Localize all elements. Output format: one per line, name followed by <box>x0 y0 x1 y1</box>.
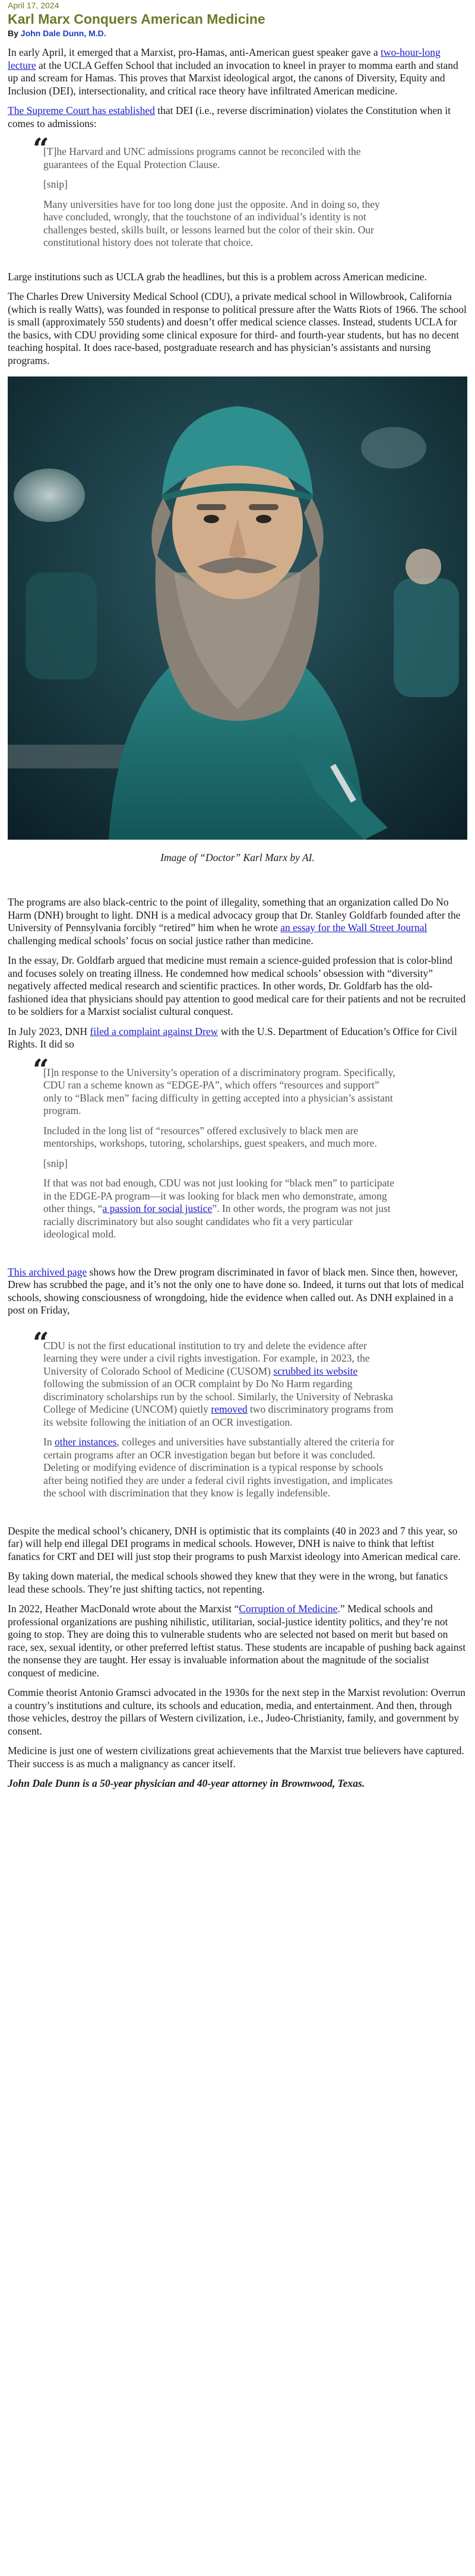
article-figure <box>8 376 467 864</box>
paragraph-6: In the essay, Dr. Goldfarb argued that medicine must remain a science-guided profession that is color-blind and focuses solely on treating illness. He condemned how medical schools’ obsession with “diversity” negatively affected medical research and scientific practices. In other words, Dr. Goldfarb has the old-fashioned idea that physicians should pay attention to good medical care for their patients and not be recruited to be soldiers for a Marxist socialist cultural conquest. <box>8 954 466 1017</box>
text: challenging medical schools’ focus on social justice rather than medicine. <box>8 934 314 947</box>
post-title[interactable]: Karl Marx Conquers American Medicine <box>8 11 265 27</box>
text: The programs are also black-centric to the point of illegality, something that an organization called Do No Harm (DNH) brought to light. DNH is a medical advocacy group that Dr. Stanley Goldfarb founded after the University of Pennsylvania forcibly “retired” him when he wrote <box>8 896 461 933</box>
text: .” Medical schools and professional organizations are pushing nihilistic, utilitarian, social-justice identity politics, and they’re not going to stop. They are doing this to vulnerable students who are selected not based on merit but based on race, sex, sexual identity, or other preferred leftist status. These students are incapable of pushing back against the nonsense they are taught. Her essay is invaluable information about the magnitude of the socialist conquest of medicine. <box>8 1603 466 1679</box>
author-bio: John Dale Dunn is a 50-year physician and 40-year attorney in Brownwood, Texas. <box>8 1777 365 1789</box>
post-date: April 17, 2024 <box>8 1 59 10</box>
paragraph-4: The Charles Drew University Medical School (CDU), a private medical school in Willowbrook, California (which is really Watts), was founded in response to political pressure after the Watts Riots of 1966. The school is small (approximately 550 students) and doesn’t offer medical science classes. Instead, students UCLA for the basics, with CDU providing some clinical exposure for third- and fourth-year students, but has no decent teaching hospital. It does race-based, postgraduate research and has physician’s assistants and nursing programs. <box>8 290 467 366</box>
image-caption: Image of “Doctor” Karl Marx by AI. <box>160 852 315 863</box>
paragraph-2 <box>8 105 467 130</box>
complaint-link[interactable]: filed a complaint against Drew <box>90 1025 218 1037</box>
blockquote-2 <box>8 1053 467 1253</box>
text: In early April, it emerged that a Marxist, pro-Hamas, anti-American guest speaker gave a <box>8 46 381 58</box>
quote-paragraph <box>43 1177 400 1241</box>
text: In 2022, Heather MacDonald wrote about the Marxist “ <box>8 1603 239 1615</box>
text: shows how the Drew program discriminated in favor of black men. Since then, however, Drew has scrubbed the page, and it’s not the only one to have done so. Indeed, it turns out that lots of medical schools, showing consciousness of wrongdoing, hide the evidence when called out. As DNH explained in a post on Friday, <box>8 1265 464 1316</box>
quote-mark-icon: “ <box>33 1053 49 1087</box>
paragraph-13: Medicine is just one of western civilizations great achievements that the Marxist true believers have captured. Their success is as much a malignancy as cancer itself. <box>8 1745 464 1770</box>
text: , colleges and universities have substantially altered the criteria for certain programs after an OCR investigation began but before it was concluded. Deleting or modifying evidence of discrimination is a typical response by schools after being notified they are under a federal civil rights investigation, and implicates the school with discrimination that they know is legally indefensible. <box>43 1436 394 1499</box>
paragraph-5 <box>8 896 467 947</box>
text: CDU is not the first educational institution to try and delete the evidence after learning they were under a civil rights investigation. For example, in 2023, the University of Colorado School of Medicine (CUSOM) <box>43 1339 370 1377</box>
paragraph-10: By taking down material, the medical schools showed they knew that they were in the wrong, but fanatics lead these schools. They’re just shifting tactics, not repenting. <box>8 1570 448 1595</box>
text: two discriminatory programs from its website following the initiation of an OCR investigation. <box>43 1403 394 1428</box>
quote-paragraph: Included in the long list of “resources” offered exclusively to black men are mentorships, workshops, tutoring, scholarships, guest speakers, and much more. <box>43 1124 377 1149</box>
text: If that was not bad enough, CDU was not just looking for “black men” to participate in the EDGE-PA program—it was looking for black men who demonstrate, among other things, “ <box>43 1177 394 1214</box>
text: In July 2023, DNH <box>8 1025 90 1037</box>
blockquote-1 <box>8 132 467 261</box>
text: following the submission of an OCR complaint by Do No Harm regarding discriminatory scholarships run by the school. Similarly, the University of Nebraska College of Medicine (UNCOM) quietly <box>43 1378 393 1415</box>
paragraph-8 <box>8 1266 467 1317</box>
paragraph-3: Large institutions such as UCLA grab the headlines, but this is a problem across American medicine. <box>8 270 427 283</box>
archived-page-link[interactable]: This archived page <box>8 1265 87 1278</box>
social-justice-link[interactable]: a passion for social justice <box>102 1202 213 1214</box>
quote-mark-icon: “ <box>33 132 49 166</box>
other-instances-link[interactable]: other instances <box>54 1436 117 1448</box>
quote-mark-icon: “ <box>33 1326 49 1360</box>
quote-paragraph <box>43 1340 400 1429</box>
text: with the U.S. Department of Education’s Office for Civil Rights. It did so <box>8 1025 457 1050</box>
lecture-link[interactable]: two-hour-long lecture <box>8 46 441 71</box>
quote-paragraph: [I]n response to the University’s operation of a discriminatory program. Specifically, CDU ran a scheme known as “EDGE-PA”, which offers “resources and support” only to “Black men” facing difficulty in getting accepted into a physician’s assistant program. <box>43 1066 395 1116</box>
wsj-essay-link[interactable]: an essay for the Wall Street Journal <box>280 922 428 933</box>
paragraph-9: Despite the medical school’s chicanery, DNH is optimistic that its complaints (40 in 2023 and 7 this year, so far) will help end illegal DEI programs in medical schools. However, DNH is naive to think that leftist fanatics for CRT and DEI will just stop their programs to push Marxist ideology into American medical care. <box>8 1524 461 1562</box>
text: that DEI (i.e., reverse discrimination) violates the Constitution when it comes to admissions: <box>8 105 451 129</box>
text: In <box>43 1436 55 1448</box>
byline-prefix: By <box>8 29 18 38</box>
blockquote-3 <box>8 1326 467 1512</box>
quote-paragraph: [snip] <box>43 1157 68 1169</box>
quote-paragraph: [snip] <box>43 178 68 190</box>
scrubbed-website-link[interactable]: scrubbed its website <box>273 1365 358 1377</box>
paragraph-12: Commie theorist Antonio Gramsci advocated in the 1930s for the next step in the Marxist revolution: Overrun a country’s institutions and culture, its schools and education, media, and entertainment. And then, through those vehicles, destroy the pillars of Western civilization, i.e., Judeo-Christianity, family, and government by consent. <box>8 1686 466 1737</box>
paragraph-1 <box>8 46 467 97</box>
quote-paragraph <box>43 1436 400 1500</box>
corruption-of-medicine-link[interactable]: Corruption of Medicine <box>239 1603 338 1615</box>
removed-link[interactable]: removed <box>211 1403 248 1415</box>
text: ”. In other words, the program was not just racially discriminatory but also sought candidates who fit a very particular ideological mold. <box>43 1202 391 1240</box>
text: at the UCLA Geffen School that included an invocation to kneel in prayer to momma earth and stand up and scream for Hamas. This proves that Marxist ideological argot, the canons of Diversity, Equity and Inclusion (DEI), intersectionality, and critical race theory have infiltrated American medicine. <box>8 59 458 97</box>
paragraph-7 <box>8 1026 467 1051</box>
author-link[interactable]: John Dale Dunn, M.D. <box>20 29 106 38</box>
paragraph-11 <box>8 1603 467 1679</box>
byline <box>8 27 467 39</box>
supreme-court-link[interactable]: The Supreme Court has established <box>8 105 155 116</box>
quote-paragraph: [T]he Harvard and UNC admissions programs cannot be reconciled with the guarantees of the Equal Protection Clause. <box>43 145 361 170</box>
quote-paragraph: Many universities have for too long done just the opposite. And in doing so, they have concluded, wrongly, that the touchstone of an individual’s identity is not challenges bested, skills built, or lessons learned but the color of their skin. Our constitutional history does not tolerate that choice. <box>43 198 380 248</box>
karl-marx-doctor-image <box>8 376 467 840</box>
